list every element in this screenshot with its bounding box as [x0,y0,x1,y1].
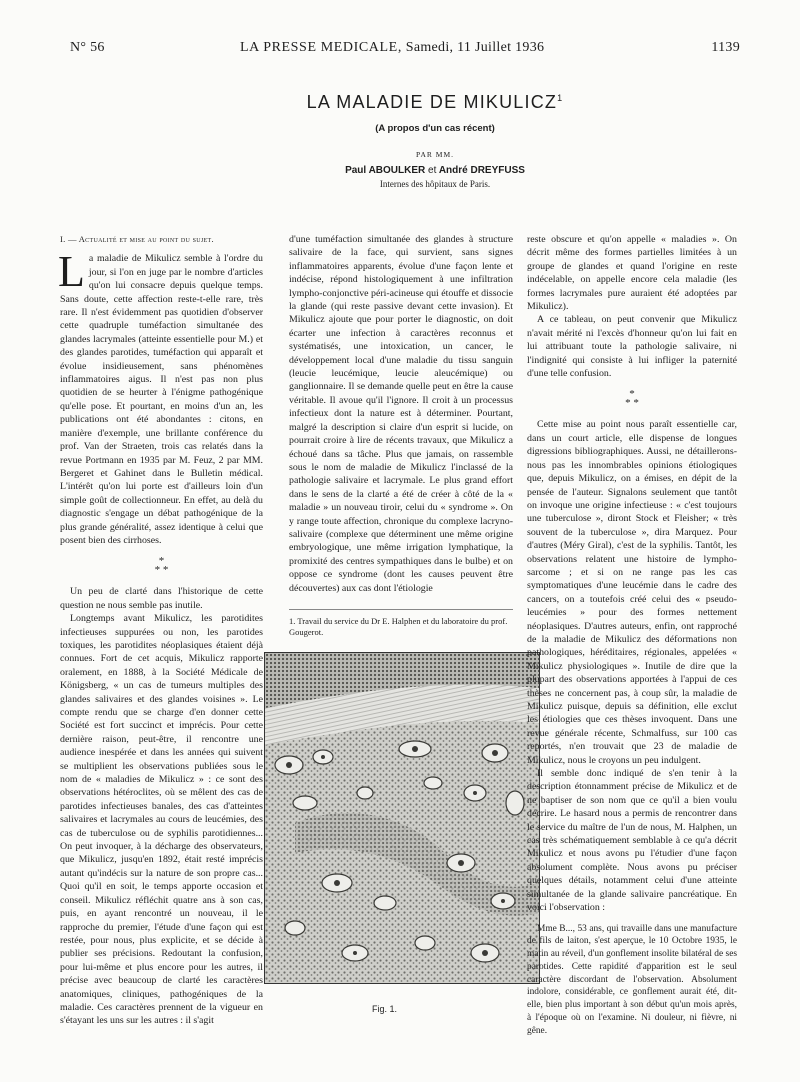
article-authors [270,165,600,176]
section-separator-stars: * * * [154,555,169,577]
histology-micrograph-drawing [265,653,539,983]
text-column-1 [60,233,263,1028]
figure-caption: Fig. 1. [372,1004,398,1014]
paragraph: A ce tableau, on peut convenir que Mikulicz n'avait mérité ni l'excès d'honneur qu'on lui fait en lui attribuant toute la pathologie salivaire, ni l'indignité qui consiste à lui infliger la paternité d'une telle confusion. [527,314,737,380]
text-column-2 [289,233,513,595]
paragraph: Longtemps avant Mikulicz, les parotidites infectieuses suppurées ou non, les parotides toxiques, les parotidites néoplasiques étaient déjà connues. Fort de cet acquis, Mikulicz rapporte oralement, en 1888, à la Société Médicale de Königsberg, « un cas de tumeurs multiples des glandes salivaires et des glandes voisines ». Le compte rendu que se charge d'en donner cette Société est fort succinct et imprécis. Pour cette dernière raison, peut-être, il rencontre une audience inespérée et dans les années qui suivent se multiplient les observations publiées sous le nom de « maladies de Mikulicz » : ce sont des observations hétéroclites, où se mêlent des cas de parotides infectieuses banales, des cas d'atteintes salivaires et lacrymales au cours de leucémies, des cas de tuberculose ou de syphilis parotidiennes... On peut invoquer, à la décharge des observateurs, que Mikulicz, jusqu'en 1892, était resté imprécis autant qu'indécis sur la nature de son propre cas... Quoi qu'il en soit, le temps apporte occasion et conseil. Mikulicz réfléchit quatre ans à son cas, puis, en ayant rencontré un nouveau, il le rapproche du premier, l'étude d'une façon qui est restée, pour nous, plus explicite, et se décide à publier ses précisions. Redoutant la confusion, pour lui-même et plus encore pour les autres, il précise avec beaucoup de clarté les caractères anatomiques, cliniques, pathogéniques de la maladie. Ces caractères prennent de la vigueur en s'étayant les uns sur les autres : il s'agit [60,613,263,1027]
text-column-3 [527,233,737,1038]
article-heading [270,92,600,189]
section-separator-stars: * * * [625,388,639,410]
paragraph-intro: La maladie de Mikulicz semble à l'ordre du jour, si l'on en juge par le nombre d'articles qu'on lui consacre depuis quelque temps. Sans doute, cette affection reste-t-elle rare, très rare. Il n'est évidemment pas quotidien d'observer cette quadruple tuméfaction simultanée des glandes lacrymales (atteinte essentielle pour M.) et des glandes parotides, tuméfaction qui apparaît et évolue insidieusement, sans phénomènes inflammatoires aigus. Il n'est pas non plus quotidien de se heurter à l'énigme pathogénique qu'elle pose. Et pourtant, en moins d'un an, les publications ont été abondantes : citons, en manière d'exemple, une brillante conférence du prof. Van der Straeten, trois cas relatés dans la revue Portmann en 1935 par M. Feuz, 2 par MM. Bergeret et Gahinet dans le Bulletin médical. L'intérêt qu'on lui porte est d'ailleurs loin d'un simple goût de collectionneur. En effet, au delà du diagnostic s'engage un débat pathogénique de la plus grande généralité, assez identique à celui que posent bien des cirrhoses. [58,247,263,546]
paragraph: Un peu de clarté dans l'historique de cette question ne nous semble pas inutile. [60,586,263,611]
author-2: André DREYFUSS [438,165,525,176]
paragraph: reste obscure et qu'on appelle « maladies ». On décrit même des formes partielles limitées à un groupe de glandes et quand l'origine en reste indécelable, on appelle encore cela maladie (les formes lacrymales pure auraient été adoptées par Mikulicz). [527,234,737,313]
author-separator: et [428,165,437,176]
page-number: 1139 [711,40,740,55]
paragraph: Cette mise au point nous paraît essentielle car, dans un court article, elle dispense de longues digressions bibliographiques. Aussi, ne détaillerons-nous pas les innombrables opinions étiologiques que, depuis Mikulicz, on a émises, en dépit de la pensée de l'auteur. Signalons seulement que tantôt on invoque une origine infectieuse : « c'est toujours une tuberculose », diront Stock et Fleisher; « très souvent de la tuberculose », dira Marquez. Pour d'autres (Méry Giral), c'est de la syphilis. Tantôt, les observations relatent une histoire de lympho-sarcome ; et si on ne range pas les cas symptomatiques d'une leucémie dans le cadre des cancers, on a toutefois créé celui des « pseudo-leucémies » pour des formes nettement néoplasiques. D'autres auteurs, enfin, ont rapproché de la maladie de Mikulicz des déformations non pathologiques, héréditaires, régionales, appelées « Mikulicz physiologiques ». Inutile de dire que la plupart des observations apportées à l'appui de ces thèses ne concernent pas, à coup sûr, la maladie de Mikulicz puisque, depuis sa définition, elle exclut les étiologies que ces thèses invoquent. Dans une revue générale récente, Schmalfuss, sur 100 cas reportés, n'en trouvait que 23 de maladie de Mikulicz, nous le croyons un peu indulgent. [527,419,737,766]
journal-name: LA PRESSE MEDICALE, [240,40,402,55]
paragraph-observation: Mme B..., 53 ans, qui travaille dans une manufacture de fils de laiton, s'est aperçue, le 10 Octobre 1935, le matin au réveil, d'un gonflement insolite bilatéral de ses parotides. Cette rapidité d'apparition est le seul caractère discordant de l'observation. Absolument indolore, considérable, ce gonflement aurait été, dit-elle, bien plus important à son début qu'un mois après, à l'époque où on l'examine. Ni douleur, ni fièvre, ni gêne. [527,923,737,1036]
paragraph: d'une tuméfaction simultanée des glandes à structure salivaire de la face, qui survient, sans signes inflammatoires apparents, évolue d'une façon lente et indécise, répond histologiquement à une infiltration lympho-conjonctive péri-acineuse qui étouffe et dissocie la glande (qui reste passive devant cette invasion). Et Mikulicz ajoute que pour porter le diagnostic, on doit écarter une infection à caractères reconnus et systématisés, une intoxication, un cancer, le développement local d'une maladie du tissu sanguin (leucie leucémique, leucie aleucémique) ou ganglionnaire. Il se demande quelle peut en être la cause véritable. Il avoue qu'il l'ignore. Il croit à un processus infectieux dont la nature est à déterminer. Pourtant, malgré la description si claire d'un esprit si lucide, on pourrait croire à lire de récents travaux, que Mikulicz a échoué dans sa tâche. Plus que jamais, on rassemble sous le nom de maladie de Mikulicz l'inclassé de la pathologie salivaire et lacrymale. Le plus grand effort dans le sens de la clarté a été de créer à côté de la « maladie » un nouveau tiroir, celui du « syndrome ». On y range toute affection, chronique du complexe lacryno-salivaire (complexe que déterminent une même origine embryologique, une même irrigation lymphatique, la promixité des centres sympathiques dans le bulbe) et on oppose ce syndrome (dont les causes peuvent être découvertes) aux cas dont l'étiologie [289,234,513,594]
histology-figure [264,652,540,984]
issue-date: Samedi, 11 Juillet 1936 [405,40,545,55]
author-affiliation: Internes des hôpitaux de Paris. [379,179,491,189]
drop-cap: L [58,247,85,297]
byline-prefix: PAR MM. [416,150,454,159]
paragraph: Il semble donc indiqué de s'en tenir à la description étonnamment précise de Mikulicz et de ne baptiser de son nom que ce qu'il a bien voulu décrire. Le hasard nous a permis de rencontrer dans le service du maître de l'un de nous, M. Halphen, un cas très schématiquement semblable à ce qu'a décrit Mikulicz et nous avons pu l'étudier d'une façon absolument complète. Nous avons pu préciser quelques détails, notamment celui d'une atteinte simultanée de la glande salivaire pancréatique. En voici l'observation : [527,768,737,914]
section-heading: I. — Actualité et mise au point du sujet. [60,234,214,244]
page-header [70,40,740,64]
issue-number: N° 56 [70,40,105,55]
title-footnote-mark: 1 [557,93,564,103]
article-subtitle: (A propos d'un cas récent) [375,123,495,134]
footnote [289,609,513,638]
author-1: Paul ABOULKER [345,165,426,176]
article-title: LA MALADIE DE MIKULICZ$^1$ [306,92,564,112]
footnote-text: 1. Travail du service du Dr E. Halphen et du laboratoire du prof. Gougerot. [289,616,508,637]
journal-masthead [240,40,544,56]
